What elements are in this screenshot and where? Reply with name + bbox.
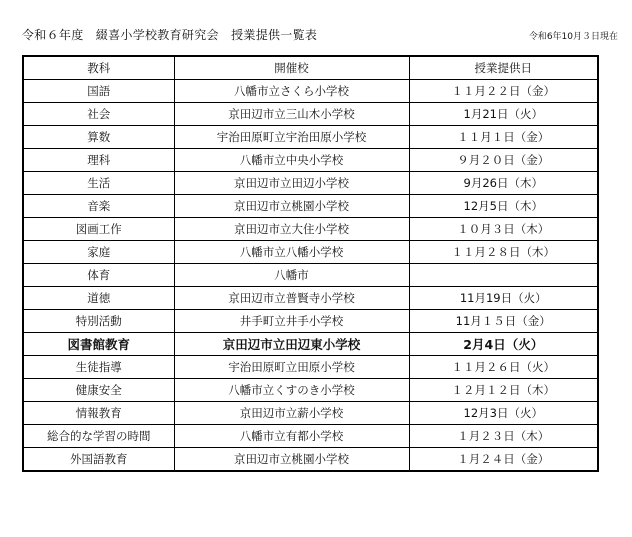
cell-subject: 図画工作 <box>23 218 174 241</box>
cell-date: 1月21日（火） <box>409 103 598 126</box>
cell-subject: 体育 <box>23 264 174 287</box>
cell-school: 京田辺市立田辺小学校 <box>174 172 409 195</box>
column-header-date: 授業提供日 <box>409 56 598 80</box>
cell-date: 11月19日（火） <box>409 287 598 310</box>
table-row <box>23 103 598 126</box>
lesson-schedule-table <box>22 55 599 472</box>
table-row <box>23 356 598 379</box>
cell-date: 11月１５日（金） <box>409 310 598 333</box>
cell-school: 宇治田原町立宇治田原小学校 <box>174 126 409 149</box>
cell-date: １１月２２日（金） <box>409 80 598 103</box>
table-row <box>23 425 598 448</box>
as-of-date: 令和6年10月３日現在 <box>528 32 618 42</box>
cell-date: １月２４日（金） <box>409 448 598 472</box>
cell-subject: 総合的な学習の時間 <box>23 425 174 448</box>
cell-date <box>409 264 598 287</box>
cell-subject: 健康安全 <box>23 379 174 402</box>
table-row <box>23 310 598 333</box>
cell-school: 京田辺市立田辺東小学校 <box>174 333 409 356</box>
column-header-subject: 教科 <box>23 56 174 80</box>
cell-subject: 音楽 <box>23 195 174 218</box>
table-row <box>23 126 598 149</box>
cell-subject: 家庭 <box>23 241 174 264</box>
cell-school: 八幡市立中央小学校 <box>174 149 409 172</box>
cell-school: 京田辺市立桃園小学校 <box>174 195 409 218</box>
cell-school: 宇治田原町立田原小学校 <box>174 356 409 379</box>
table-row <box>23 264 598 287</box>
table-row <box>23 287 598 310</box>
cell-school: 八幡市立さくら小学校 <box>174 80 409 103</box>
cell-date: １２月１２日（木） <box>409 379 598 402</box>
cell-school: 井手町立井手小学校 <box>174 310 409 333</box>
cell-subject: 生徒指導 <box>23 356 174 379</box>
column-header-school: 開催校 <box>174 56 409 80</box>
table-header-row <box>23 56 598 80</box>
table-row <box>23 379 598 402</box>
table-row <box>23 333 598 356</box>
table-body <box>23 80 598 472</box>
cell-date: 12月3日（火） <box>409 402 598 425</box>
table-row <box>23 218 598 241</box>
document-header <box>22 26 618 46</box>
cell-school: 八幡市立八幡小学校 <box>174 241 409 264</box>
table-row <box>23 195 598 218</box>
cell-subject: 生活 <box>23 172 174 195</box>
cell-date: １１月２６日（火） <box>409 356 598 379</box>
cell-date: １１月２８日（木） <box>409 241 598 264</box>
cell-school: 京田辺市立薪小学校 <box>174 402 409 425</box>
table-row <box>23 448 598 472</box>
cell-school: 京田辺市立普賢寺小学校 <box>174 287 409 310</box>
cell-subject: 社会 <box>23 103 174 126</box>
cell-date: 2月4日（火） <box>409 333 598 356</box>
table-row <box>23 241 598 264</box>
cell-date: ９月２０日（金） <box>409 149 598 172</box>
cell-subject: 道徳 <box>23 287 174 310</box>
cell-school: 京田辺市立大住小学校 <box>174 218 409 241</box>
cell-subject: 国語 <box>23 80 174 103</box>
cell-school: 京田辺市立三山木小学校 <box>174 103 409 126</box>
cell-date: 12月5日（木） <box>409 195 598 218</box>
cell-date: １月２３日（木） <box>409 425 598 448</box>
cell-subject: 図書館教育 <box>23 333 174 356</box>
cell-date: 9月26日（木） <box>409 172 598 195</box>
cell-subject: 外国語教育 <box>23 448 174 472</box>
cell-subject: 特別活動 <box>23 310 174 333</box>
table-row <box>23 80 598 103</box>
cell-school: 八幡市 <box>174 264 409 287</box>
table-row <box>23 402 598 425</box>
cell-date: １０月３日（木） <box>409 218 598 241</box>
cell-subject: 算数 <box>23 126 174 149</box>
cell-school: 八幡市立くすのき小学校 <box>174 379 409 402</box>
cell-school: 京田辺市立桃園小学校 <box>174 448 409 472</box>
cell-date: １１月１日（金） <box>409 126 598 149</box>
document-title: 令和６年度 綴喜小学校教育研究会 授業提供一覧表 <box>22 28 318 42</box>
cell-school: 八幡市立有都小学校 <box>174 425 409 448</box>
table-row <box>23 172 598 195</box>
cell-subject: 理科 <box>23 149 174 172</box>
cell-subject: 情報教育 <box>23 402 174 425</box>
table-row <box>23 149 598 172</box>
